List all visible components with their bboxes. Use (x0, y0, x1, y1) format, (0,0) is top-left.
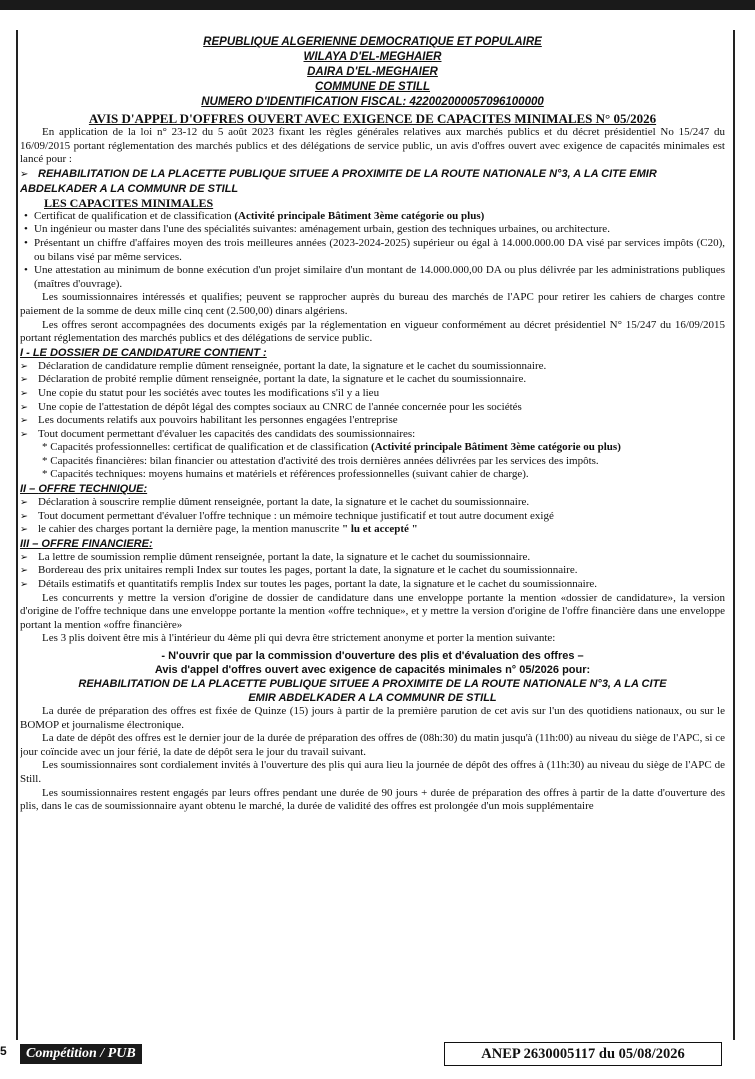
mention-line-1: - N'ouvrir que par la commission d'ouverture des plis et d'évaluation des offres – (161, 650, 584, 662)
notice-title: AVIS D'APPEL D'OFFRES OUVERT AVEC EXIGENCE DE CAPACITES MINIMALES N° 05/2026 (88, 111, 657, 126)
bullet-icon: • (24, 223, 28, 236)
list-item: ➢ Tout document permettant d'évaluer les capacités des candidats des soumissionnaires: (20, 427, 416, 440)
list-item: • Une attestation au minimum de bonne exécution d'un projet similaire d'un montant de 14.000.000,00 DA ou plus délivrée par les administrations publiques (maîtres d'ouvrage). (24, 264, 725, 290)
list-item: ➢ Déclaration de candidature remplie dûment renseignée, portant la date, la signature et le cachet du soumissionnaire. (20, 359, 547, 372)
list-item: • Certificat de qualification et de classification (Activité principale Bâtiment 3ème catégorie ou plus) (24, 209, 485, 222)
arrow-icon: ➢ (20, 374, 28, 386)
header-fiscal-id: NUMERO D'IDENTIFICATION FISCAL: 422002000057096100000 (201, 96, 544, 108)
closing-paragraph-4: Les soumissionnaires restent engagés par leurs offres pendant une durée de 90 jours + durée de préparation des offres à partir de la datte d'ouverture des plis, dans le cas de soumissionnaire ayant obtenu le marché, la durée de validité des offres est prolongée d'un mois supplémentaire (20, 786, 725, 813)
header-daira: DAIRA D'EL-MEGHAIER (307, 66, 438, 78)
section-financial-heading: III – OFFRE FINANCIERE: (20, 537, 153, 550)
financial-list (20, 551, 725, 592)
section-technical-heading: II – OFFRE TECHNIQUE: (20, 483, 148, 496)
arrow-icon: ➢ (20, 360, 28, 372)
capacity-professional: * Capacités professionnelles: certificat de qualification et de classification (Activité principale Bâtiment 3ème catégorie ou plus) (42, 441, 621, 454)
capacities-paragraph-1: Les soumissionnaires intéressés et qualifies; peuvent se rapprocher auprès du bureau des marchés de l'APC pour retirer les cahiers de charges contre paiement de la somme de deux mille cinq cent (2.500,00) dinars algériens. (20, 291, 725, 317)
arrow-icon: ➢ (20, 524, 28, 536)
closing-paragraph-3: Les soumissionnaires sont cordialement invités à l'ouverture des plis qui aura lieu la journée de dépôt des offres à (11h:30) au niveau du siège de l'APC de Still. (20, 759, 725, 785)
left-column-rule (16, 30, 18, 1040)
capacities-list (20, 210, 725, 292)
arrow-icon: ➢ (20, 401, 28, 413)
capacity-financial: * Capacités financières: bilan financier ou attestation d'activité des trois dernières années délivrées par les services des impôts. (42, 454, 599, 467)
closing-paragraph-1: La durée de préparation des offres est fixée de Quinze (15) jours à partir de la première parution de cet avis sur l'un des quotidiens nationaux, ou sur le BOMOP et journalisme électronique. (20, 705, 725, 731)
capacities-heading: LES CAPACITES MINIMALES (44, 195, 214, 210)
arrow-icon: ➢ (20, 497, 28, 509)
fourth-envelope-paragraph: Les 3 plis doivent être mis à l'intérieur du 4ème pli qui devra être strictement anonyme et porter la mention suivante: (42, 632, 556, 645)
header-republic: REPUBLIQUE ALGERIENNE DEMOCRATIQUE ET POPULAIRE (203, 36, 542, 48)
footer-category-label: Compétition / PUB (20, 1044, 142, 1064)
list-item: ➢ Déclaration à souscrire remplie dûment renseignée, portant la date, la signature et le cachet du soumissionnaire. (20, 496, 530, 509)
list-item: ➢ Une copie de l'attestation de dépôt légal des comptes sociaux au CNRC de l'année concernée pour les sociétés (20, 400, 522, 413)
footer-anep-reference: ANEP 2630005117 du 05/08/2026 (444, 1042, 722, 1066)
arrow-icon: ➢ (20, 168, 29, 180)
arrow-icon: ➢ (20, 510, 28, 522)
project-title (20, 167, 725, 196)
arrow-icon: ➢ (20, 428, 28, 440)
capacities-paragraph-2: Les offres seront accompagnées des documents exigés par la réglementation en vigueur conformément au décret présidentiel N° 15/247 du 16/09/2015 portant réglementation des marchés publics et des délégations de service public. (20, 318, 725, 345)
list-item: ➢ La lettre de soumission remplie dûment renseignée, portant la date, la signature et le cachet du soumissionnaire. (20, 550, 531, 563)
list-item: ➢ Déclaration de probité remplie dûment renseignée, portant la date, la signature et le cachet du soumissionnaire. (20, 373, 527, 386)
envelope-paragraph: Les concurrents y mettre la version d'origine de dossier de candidature dans une enveloppe portante la mention «dossier de candidature», la version d'origine de l'offre technique dans une enveloppe portante la mention «offre technique», et y mettre la version d'origine de l'offre financière dans une enveloppe portant la mention «offre financière» (20, 591, 725, 631)
candidature-list (20, 360, 725, 442)
mention-line-2: Avis d'appel d'offres ouvert avec exigence de capacités minimales n° 05/2026 pour: (154, 664, 591, 676)
header-wilaya: WILAYA D'EL-MEGHAIER (303, 51, 442, 63)
arrow-icon: ➢ (20, 551, 28, 563)
list-item: ➢ Les documents relatifs aux pouvoirs habilitant les personnes engagées l'entreprise (20, 414, 398, 427)
top-border-bar (0, 0, 755, 10)
arrow-icon: ➢ (20, 565, 28, 577)
section-candidature-heading: I - LE DOSSIER DE CANDIDATURE CONTIENT : (20, 346, 267, 359)
right-column-rule (733, 30, 735, 1040)
bullet-icon: • (24, 264, 28, 277)
intro-paragraph: En application de la loi n° 23-12 du 5 août 2023 fixant les règles générales relatives aux marchés publics et du décret présidentiel No 15/247 du 16/09/2015 portant réglementation des marchés publics et des délégations de service public, un avis d'offres ouvert avec exigence de capacités minimales est lancé pour : (20, 126, 725, 166)
bullet-icon: • (24, 236, 28, 249)
closing-paragraph-2: La date de dépôt des offres est le dernier jour de la durée de préparation des offres de (08h:30) du matin jusqu'à (11h:00) au niveau du siège de l'APC, si ce jour coïncide avec un jour férié, la date de dépôt sera le jour du travail suivant. (20, 732, 725, 758)
mention-line-4: EMIR ABDELKADER A LA COMMUNR DE STILL (248, 692, 497, 704)
page-number-fragment: 5 (0, 1044, 7, 1058)
list-item: • Présentant un chiffre d'affaires moyen des trois meilleures années (2023-2024-2025) supérieur ou égal à 14.000.000.00 DA visé par services impôts (C20), ou bilans visé par même services. (24, 236, 725, 263)
capacity-technical: * Capacités techniques: moyens humains et matériels et références professionnelles (suivant cahier de charge). (42, 468, 529, 481)
arrow-icon: ➢ (20, 415, 28, 427)
header-commune: COMMUNE DE STILL (315, 81, 430, 93)
notice-body (20, 35, 725, 1040)
list-item: ➢ Tout document permettant d'évaluer l'offre technique : un mémoire technique justificatif et tout autre document exigé (20, 509, 554, 522)
arrow-icon: ➢ (20, 579, 28, 591)
list-item: • Un ingénieur ou master dans l'une des spécialités suivantes: aménagement urbain, gestion des techniques urbaines, ou architecture. (24, 223, 610, 236)
project-text: REHABILITATION DE LA PLACETTE PUBLIQUE SITUEE A PROXIMITE DE LA ROUTE NATIONALE N°3, A LA CITE EMIR ABDELKADER A LA COMMUNR DE STILL (20, 167, 657, 195)
technical-list (20, 496, 725, 537)
mention-line-3: REHABILITATION DE LA PLACETTE PUBLIQUE SITUEE A PROXIMITE DE LA ROUTE NATIONALE N°3, A LA CITE (78, 678, 667, 690)
list-item: ➢ Une copie du statut pour les sociétés avec toutes les modifications s'il y a lieu (20, 386, 380, 399)
list-item: ➢ Bordereau des prix unitaires rempli Index sur toutes les pages, portant la date, la signature et le cachet du soumissionnaire. (20, 564, 578, 577)
list-item: ➢ le cahier des charges portant la dernière page, la mention manuscrite " lu et accepté " (20, 523, 418, 536)
list-item: ➢ Détails estimatifs et quantitatifs remplis Index sur toutes les pages, portant la date, la signature et le cachet du soumissionnaire. (20, 578, 598, 591)
bullet-icon: • (24, 209, 28, 222)
arrow-icon: ➢ (20, 387, 28, 399)
